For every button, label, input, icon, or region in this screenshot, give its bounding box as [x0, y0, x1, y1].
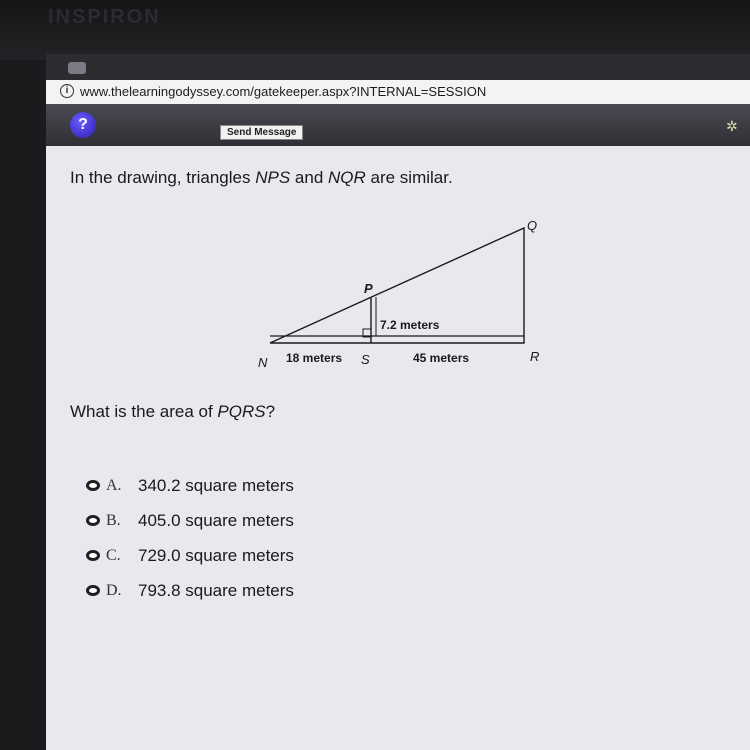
- choice-letter: B.: [106, 511, 121, 529]
- choice-d[interactable]: [86, 573, 294, 608]
- choice-letter: C.: [106, 546, 121, 564]
- choice-b[interactable]: [86, 503, 294, 538]
- answer-choices: [86, 468, 294, 608]
- radio-button-c[interactable]: [86, 550, 100, 561]
- question-content: [46, 146, 750, 750]
- label-sr-length: 45 meters: [413, 351, 470, 365]
- radio-button-b[interactable]: [86, 515, 100, 526]
- similar-triangles-figure: [46, 146, 750, 386]
- info-icon[interactable]: i: [60, 84, 74, 98]
- question-text: In the drawing, triangles NPS and NQR are similar.: [70, 168, 453, 187]
- brand-logo: INSPIRON: [48, 6, 161, 28]
- shape-pqrs: PQRS: [217, 402, 266, 421]
- choice-letter: D.: [106, 581, 122, 599]
- help-icon[interactable]: ?: [70, 112, 96, 138]
- choice-letter: A.: [106, 476, 122, 494]
- radio-button-a[interactable]: [86, 480, 100, 491]
- choice-text: 405.0 square meters: [138, 510, 294, 530]
- choice-text: 340.2 square meters: [138, 475, 294, 495]
- tab-strip: [46, 54, 750, 80]
- screen: [46, 54, 750, 750]
- label-q: Q: [527, 218, 538, 233]
- label-ps-length: 7.2 meters: [380, 318, 440, 332]
- label-ns-length: 18 meters: [286, 351, 343, 365]
- radio-button-d[interactable]: [86, 585, 100, 596]
- choice-text: 793.8 square meters: [138, 580, 294, 600]
- label-r: R: [530, 349, 540, 364]
- sparkle-icon[interactable]: ✲: [726, 118, 738, 134]
- choice-a[interactable]: [86, 468, 294, 503]
- choice-text: 729.0 square meters: [138, 545, 294, 565]
- question-prompt: What is the area of PQRS?: [70, 402, 276, 421]
- tab-favicon-icon[interactable]: [68, 62, 86, 74]
- label-n: N: [258, 355, 268, 370]
- label-s: S: [361, 352, 370, 367]
- app-toolbar: [46, 104, 750, 146]
- triangle-nqr: NQR: [328, 168, 366, 187]
- send-message-button[interactable]: Send Message: [220, 125, 303, 140]
- url-text[interactable]: www.thelearningodyssey.com/gatekeeper.aspx?INTERNAL=SESSION: [80, 84, 487, 99]
- triangle-nps: NPS: [255, 168, 291, 187]
- laptop-bezel: [0, 0, 750, 60]
- label-p: P: [364, 281, 373, 296]
- address-bar[interactable]: [46, 80, 750, 105]
- choice-c[interactable]: [86, 538, 294, 573]
